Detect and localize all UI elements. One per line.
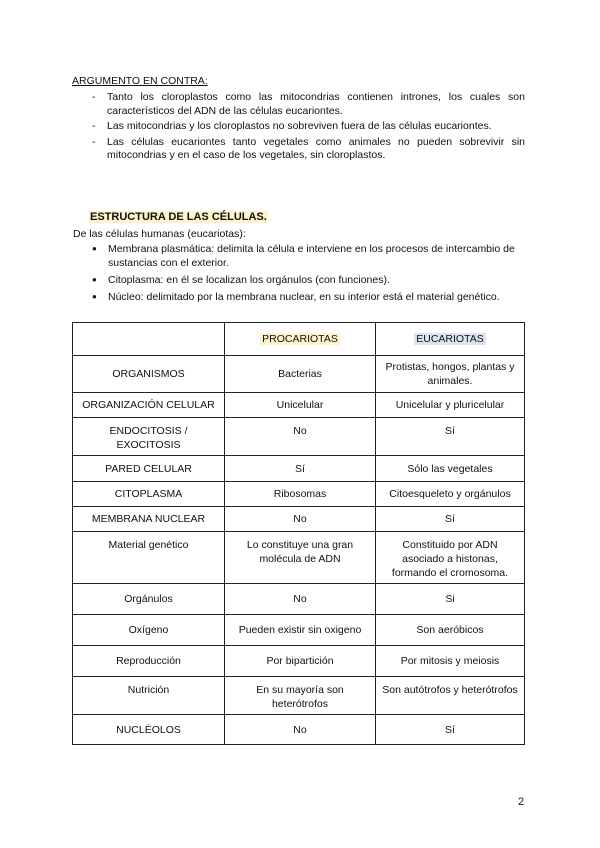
table-cell: Sí xyxy=(225,456,376,482)
table-cell: Por bipartición xyxy=(225,646,376,677)
table-cell: Ribosomas xyxy=(225,482,376,507)
table-cell: ORGANISMOS xyxy=(73,356,225,393)
table-cell: Sí xyxy=(376,418,525,456)
list-item: ● Membrana plasmática: delimita la célula e interviene en los procesos de intercambio de sustancias con el exterior. xyxy=(92,242,532,270)
table-cell: Lo constituye una gran molécula de ADN xyxy=(225,532,376,584)
table-header-row xyxy=(73,323,525,356)
table-cell: Son aeróbicos xyxy=(376,615,525,646)
table-cell: Unicelular xyxy=(225,393,376,418)
table-header-cell xyxy=(376,323,525,356)
table-cell: Bacterias xyxy=(225,356,376,393)
table-cell: Nutrición xyxy=(73,677,225,715)
table-cell: Pueden existir sin oxigeno xyxy=(225,615,376,646)
table-row xyxy=(73,393,525,418)
comparison-table xyxy=(72,322,525,745)
table-cell: Oxígeno xyxy=(73,615,225,646)
table-cell: No xyxy=(225,715,376,745)
table-row xyxy=(73,418,525,456)
table-cell: Protistas, hongos, plantas y animales. xyxy=(376,356,525,393)
list-item: ● Núcleo: delimitado por la membrana nuclear, en su interior está el material genético. xyxy=(92,290,532,304)
table-cell: Son autótrofos y heterótrofos xyxy=(376,677,525,715)
table-cell: Orgánulos xyxy=(73,584,225,615)
bullet-list xyxy=(92,242,532,307)
table-cell: ORGANIZACIÓN CELULAR xyxy=(73,393,225,418)
table-row xyxy=(73,532,525,584)
table-row xyxy=(73,507,525,532)
table-row xyxy=(73,456,525,482)
list-item: - Las células eucariontes tanto vegetales como animales no pueden sobrevivir sin mitocondrias y en el caso de los vegetales, sin cloroplastos. xyxy=(92,136,525,163)
section-title: ESTRUCTURA DE LAS CÉLULAS. xyxy=(90,211,267,223)
table-row xyxy=(73,715,525,745)
table-cell: Unicelular y pluricelular xyxy=(376,393,525,418)
table-cell: PARED CELULAR xyxy=(73,456,225,482)
table-cell: MEMBRANA NUCLEAR xyxy=(73,507,225,532)
table-row xyxy=(73,356,525,393)
table-cell: No xyxy=(225,418,376,456)
list-item: - Tanto los cloroplastos como las mitocondrias contienen intrones, los cuales son característicos del ADN de las células eucariontes. xyxy=(92,91,525,118)
table-row xyxy=(73,677,525,715)
table-cell: Citoesqueleto y orgánulos xyxy=(376,482,525,507)
table-cell: Sí xyxy=(376,715,525,745)
list-item: - Las mitocondrias y los cloroplastos no sobreviven fuera de las células eucariontes. xyxy=(92,120,525,134)
table-cell: Si xyxy=(376,584,525,615)
table-cell: Sólo las vegetales xyxy=(376,456,525,482)
argument-list xyxy=(92,91,525,165)
page-number: 2 xyxy=(518,796,525,808)
table-cell: CITOPLASMA xyxy=(73,482,225,507)
table-cell: Sí xyxy=(376,507,525,532)
table-row xyxy=(73,615,525,646)
table-row xyxy=(73,646,525,677)
table-cell: NUCLÉOLOS xyxy=(73,715,225,745)
table-cell: Constituido por ADN asociado a histonas, formando el cromosoma. xyxy=(376,532,525,584)
table-cell: En su mayoría son heterótrofos xyxy=(225,677,376,715)
argument-heading: ARGUMENTO EN CONTRA: xyxy=(72,75,208,87)
table-cell: No xyxy=(225,584,376,615)
table-row xyxy=(73,482,525,507)
table-cell: Material genético xyxy=(73,532,225,584)
table-header-cell xyxy=(225,323,376,356)
table-cell: ENDOCITOSIS / EXOCITOSIS xyxy=(73,418,225,456)
procariotas-header: PROCARIOTAS xyxy=(262,333,338,345)
table-header-cell xyxy=(73,323,225,356)
table-cell: Por mitosis y meiosis xyxy=(376,646,525,677)
table-cell: No xyxy=(225,507,376,532)
eucariotas-header: EUCARIOTAS xyxy=(416,333,484,345)
table-cell: Reproducción xyxy=(73,646,225,677)
intro-text: De las células humanas (eucariotas): xyxy=(73,228,246,240)
list-item: ● Citoplasma: en él se localizan los orgánulos (con funciones). xyxy=(92,273,532,287)
table-row xyxy=(73,584,525,615)
